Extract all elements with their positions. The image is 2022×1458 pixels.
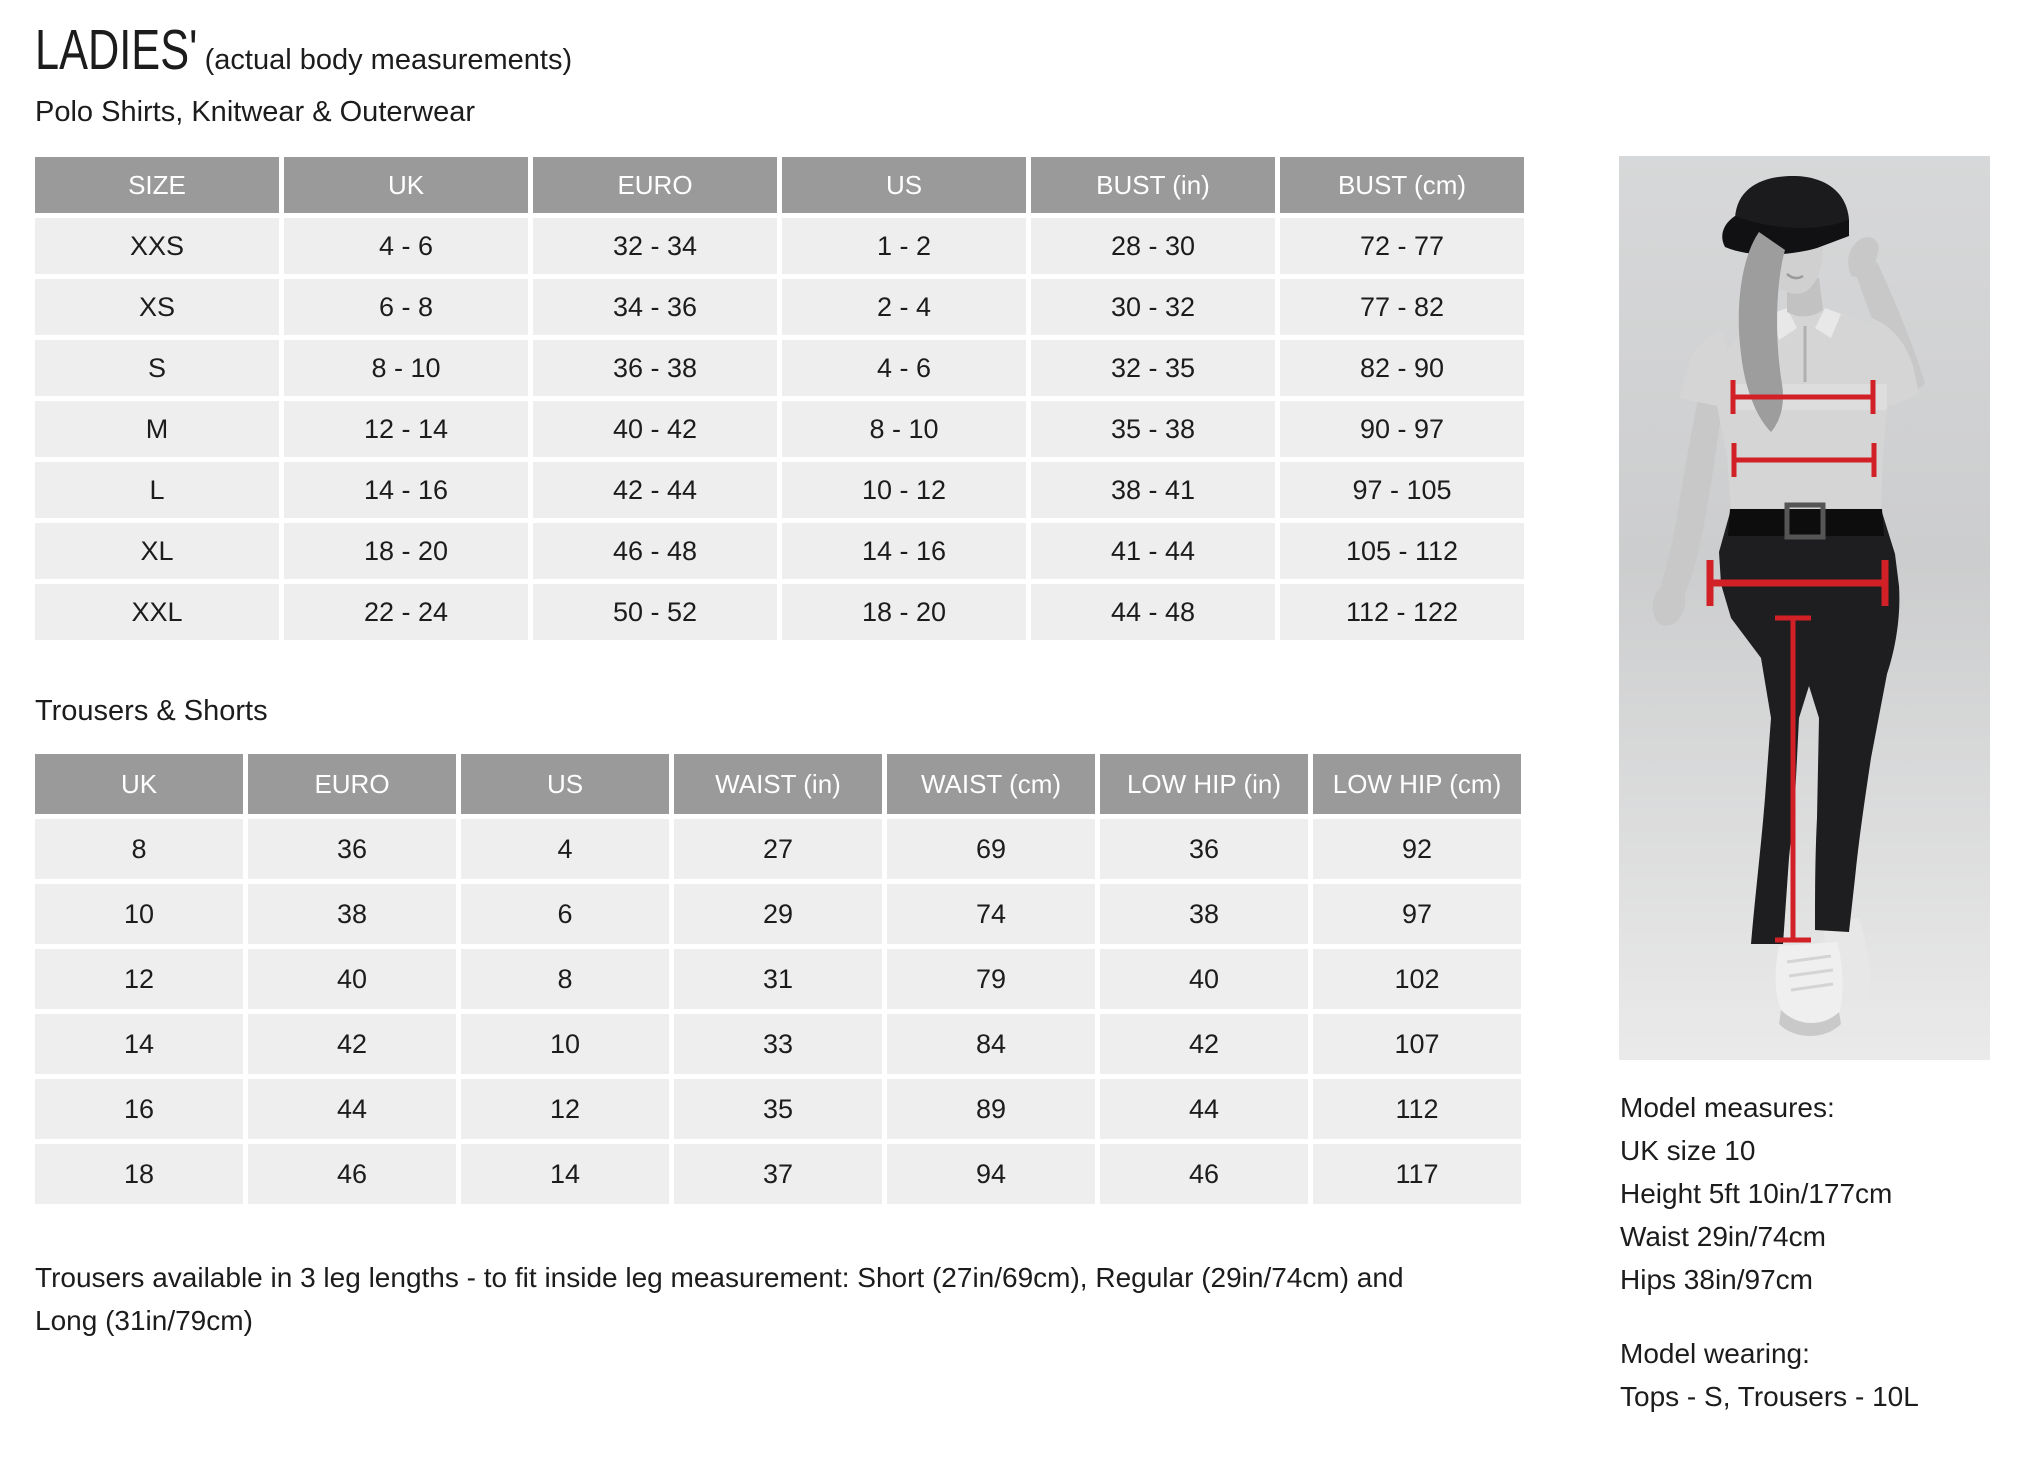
table-cell: 35 - 38 — [1031, 401, 1275, 457]
table-cell: 38 — [1100, 884, 1308, 944]
table-cell: XS — [35, 279, 279, 335]
model-wearing-heading: Model wearing: — [1620, 1338, 1810, 1369]
model-measure-hips: Hips 38in/97cm — [1620, 1264, 1813, 1295]
table-cell: 89 — [887, 1079, 1095, 1139]
table-cell: 40 — [248, 949, 456, 1009]
page-title-main: LADIES' — [35, 18, 198, 82]
table-cell: 36 - 38 — [533, 340, 777, 396]
table-cell: 28 - 30 — [1031, 218, 1275, 274]
table-row — [35, 523, 1524, 579]
model-measure-waist: Waist 29in/74cm — [1620, 1221, 1826, 1252]
table-cell: 6 - 8 — [284, 279, 528, 335]
table-cell: 18 — [35, 1144, 243, 1204]
table-cell: XXL — [35, 584, 279, 640]
table-cell: 102 — [1313, 949, 1521, 1009]
table-cell: 1 - 2 — [782, 218, 1026, 274]
table-cell: 44 — [1100, 1079, 1308, 1139]
table-cell: 36 — [248, 819, 456, 879]
model-measure-size: UK size 10 — [1620, 1135, 1756, 1166]
table-cell: 14 - 16 — [782, 523, 1026, 579]
column-header: LOW HIP (cm) — [1313, 754, 1521, 814]
table-cell: 6 — [461, 884, 669, 944]
table-cell: 29 — [674, 884, 882, 944]
tops-section-heading: Polo Shirts, Knitwear & Outerwear — [35, 96, 476, 128]
table-row — [35, 401, 1524, 457]
tops-size-table — [30, 152, 1529, 645]
page-title-note: (actual body measurements) — [204, 44, 573, 76]
table-cell: 12 — [35, 949, 243, 1009]
table-row — [35, 340, 1524, 396]
footnote-line-1: Trousers available in 3 leg lengths - to fit inside leg measurement: Short (27in/69cm), Regular (29in/74cm) and — [35, 1262, 1404, 1293]
column-header: SIZE — [35, 157, 279, 213]
table-row — [35, 218, 1524, 274]
table-cell: 18 - 20 — [782, 584, 1026, 640]
table-cell: 117 — [1313, 1144, 1521, 1204]
table-cell: 8 - 10 — [782, 401, 1026, 457]
column-header: LOW HIP (in) — [1100, 754, 1308, 814]
table-cell: 105 - 112 — [1280, 523, 1524, 579]
table-cell: 72 - 77 — [1280, 218, 1524, 274]
table-cell: 33 — [674, 1014, 882, 1074]
table-cell: M — [35, 401, 279, 457]
bottoms-section-heading: Trousers & Shorts — [35, 695, 268, 727]
table-cell: 46 — [1100, 1144, 1308, 1204]
table-cell: 97 - 105 — [1280, 462, 1524, 518]
model-measure-height: Height 5ft 10in/177cm — [1620, 1178, 1893, 1209]
column-header: UK — [35, 754, 243, 814]
table-cell: 41 - 44 — [1031, 523, 1275, 579]
model-info — [1620, 1086, 1919, 1418]
table-cell: 50 - 52 — [533, 584, 777, 640]
table-cell: 14 — [35, 1014, 243, 1074]
table-cell: 2 - 4 — [782, 279, 1026, 335]
table-cell: 40 — [1100, 949, 1308, 1009]
table-cell: 112 - 122 — [1280, 584, 1524, 640]
bottoms-size-table — [30, 749, 1526, 1209]
table-cell: 35 — [674, 1079, 882, 1139]
table-cell: 8 - 10 — [284, 340, 528, 396]
table-row — [35, 279, 1524, 335]
model-photo — [1619, 156, 1990, 1060]
table-cell: 46 — [248, 1144, 456, 1204]
table-row — [35, 1144, 1521, 1204]
table-cell: 10 — [461, 1014, 669, 1074]
column-header: EURO — [248, 754, 456, 814]
table-row — [35, 1079, 1521, 1139]
column-header: BUST (in) — [1031, 157, 1275, 213]
table-cell: 37 — [674, 1144, 882, 1204]
table-cell: 90 - 97 — [1280, 401, 1524, 457]
column-header: US — [782, 157, 1026, 213]
model-photo-illustration — [1619, 156, 1990, 1060]
table-cell: XL — [35, 523, 279, 579]
table-cell: 8 — [35, 819, 243, 879]
column-header: EURO — [533, 157, 777, 213]
table-cell: 77 - 82 — [1280, 279, 1524, 335]
table-cell: 107 — [1313, 1014, 1521, 1074]
table-cell: 79 — [887, 949, 1095, 1009]
page-title — [35, 20, 572, 80]
table-cell: 42 — [1100, 1014, 1308, 1074]
table-cell: 22 - 24 — [284, 584, 528, 640]
table-cell: 14 - 16 — [284, 462, 528, 518]
table-row — [35, 584, 1524, 640]
table-cell: 97 — [1313, 884, 1521, 944]
table-cell: 16 — [35, 1079, 243, 1139]
table-cell: 18 - 20 — [284, 523, 528, 579]
model-wearing-detail: Tops - S, Trousers - 10L — [1620, 1381, 1919, 1412]
model-belt — [1728, 505, 1884, 537]
table-row — [35, 819, 1521, 879]
table-cell: L — [35, 462, 279, 518]
table-cell: 34 - 36 — [533, 279, 777, 335]
table-cell: 27 — [674, 819, 882, 879]
table-row — [35, 949, 1521, 1009]
column-header: WAIST (cm) — [887, 754, 1095, 814]
table-cell: XXS — [35, 218, 279, 274]
table-cell: 112 — [1313, 1079, 1521, 1139]
table-cell: 31 — [674, 949, 882, 1009]
table-cell: 32 - 34 — [533, 218, 777, 274]
table-row — [35, 884, 1521, 944]
column-header: US — [461, 754, 669, 814]
table-cell: 69 — [887, 819, 1095, 879]
header-row — [35, 754, 1521, 814]
table-cell: 4 — [461, 819, 669, 879]
table-cell: 12 — [461, 1079, 669, 1139]
table-cell: 74 — [887, 884, 1095, 944]
table-row — [35, 462, 1524, 518]
footnote-line-2: Long (31in/79cm) — [35, 1305, 253, 1336]
column-header: WAIST (in) — [674, 754, 882, 814]
header-row — [35, 157, 1524, 213]
table-cell: 4 - 6 — [284, 218, 528, 274]
table-cell: 46 - 48 — [533, 523, 777, 579]
table-cell: 94 — [887, 1144, 1095, 1204]
table-cell: 12 - 14 — [284, 401, 528, 457]
model-info-spacer — [1620, 1301, 1919, 1332]
table-cell: 42 — [248, 1014, 456, 1074]
leg-length-footnote — [35, 1256, 1404, 1342]
table-cell: 42 - 44 — [533, 462, 777, 518]
table-cell: S — [35, 340, 279, 396]
column-header: UK — [284, 157, 528, 213]
table-cell: 82 - 90 — [1280, 340, 1524, 396]
table-cell: 32 - 35 — [1031, 340, 1275, 396]
table-cell: 92 — [1313, 819, 1521, 879]
table-cell: 44 — [248, 1079, 456, 1139]
table-cell: 38 — [248, 884, 456, 944]
table-cell: 8 — [461, 949, 669, 1009]
table-row — [35, 1014, 1521, 1074]
table-cell: 30 - 32 — [1031, 279, 1275, 335]
table-cell: 40 - 42 — [533, 401, 777, 457]
model-measures-heading: Model measures: — [1620, 1092, 1835, 1123]
column-header: BUST (cm) — [1280, 157, 1524, 213]
table-cell: 38 - 41 — [1031, 462, 1275, 518]
table-cell: 84 — [887, 1014, 1095, 1074]
table-cell: 36 — [1100, 819, 1308, 879]
table-cell: 14 — [461, 1144, 669, 1204]
table-cell: 10 — [35, 884, 243, 944]
table-cell: 10 - 12 — [782, 462, 1026, 518]
table-cell: 4 - 6 — [782, 340, 1026, 396]
table-cell: 44 - 48 — [1031, 584, 1275, 640]
